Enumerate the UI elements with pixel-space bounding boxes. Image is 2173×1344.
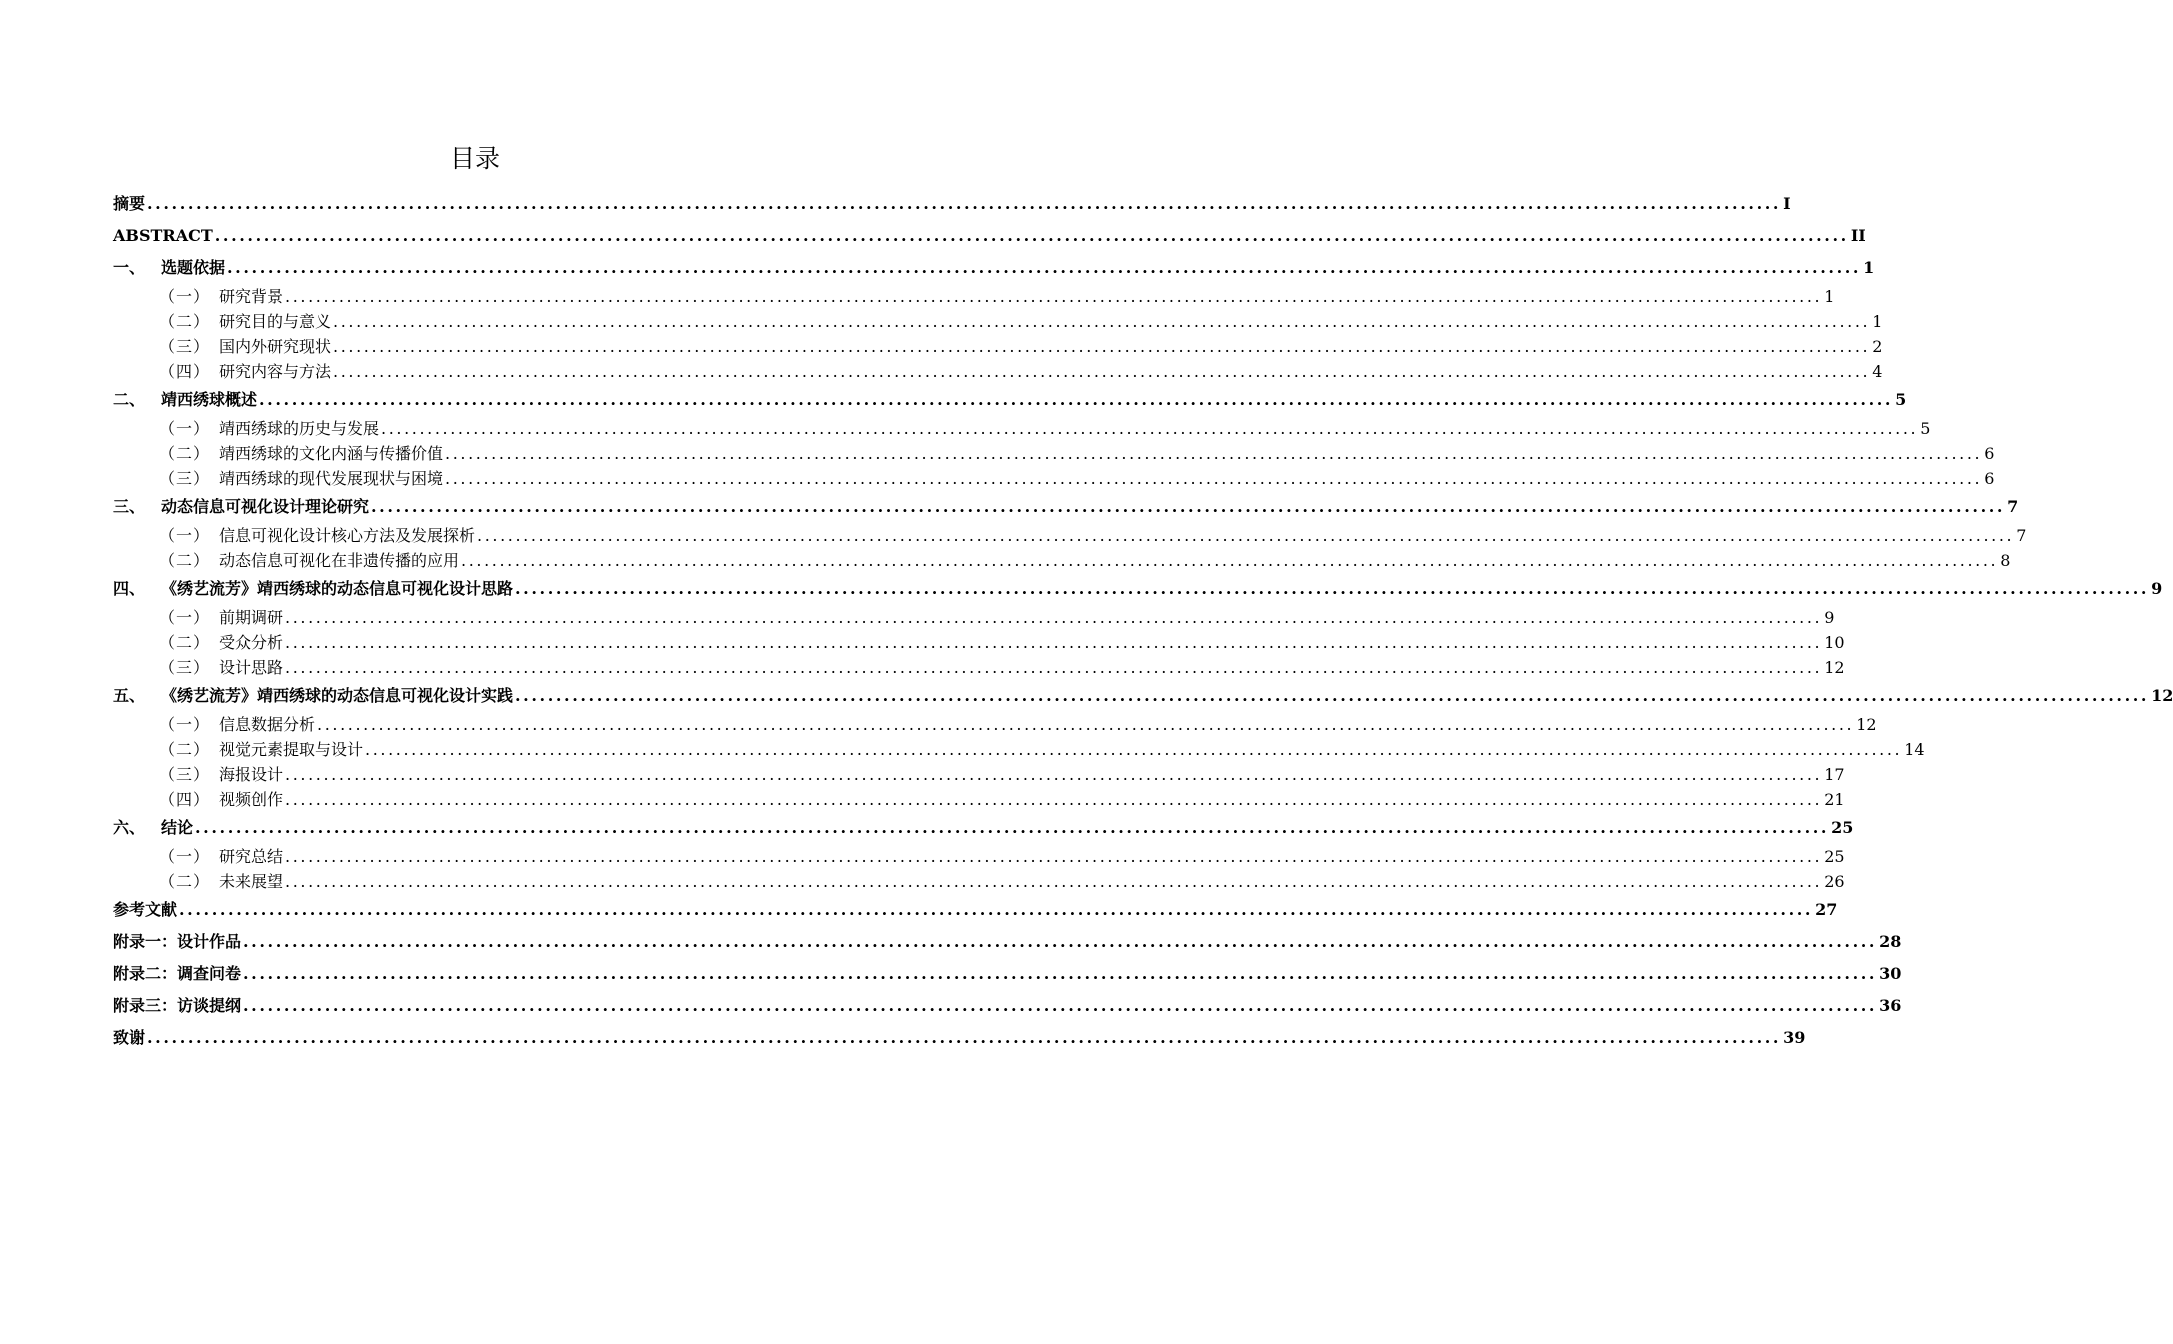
toc-entry-number: （一） — [159, 715, 211, 734]
toc-entry-section[interactable] — [113, 284, 1835, 309]
toc-entry-number: （二） — [159, 312, 211, 331]
toc-entry-title: 视频创作 — [219, 790, 284, 809]
toc-entry-section[interactable] — [113, 309, 1883, 334]
toc-entry-title: 附录一：设计作品 — [113, 932, 242, 951]
toc-entry-number: 一、 — [113, 258, 146, 277]
toc-entry-title: 摘要 — [113, 194, 146, 213]
toc-leader-dots: ........................................................................................................................................................................................................ — [371, 497, 2006, 516]
toc-leader-dots: ........................................................................................................................................................................................................ — [515, 686, 2150, 705]
toc-entry-title: 选题依据 — [161, 258, 226, 277]
toc-entry-title: 靖西绣球概述 — [161, 390, 258, 409]
toc-leader-dots: ........................................................................................................................................................................................................ — [285, 633, 1823, 652]
toc-entry-number: 三、 — [113, 497, 146, 516]
toc-entry-page-number: 5 — [1920, 419, 1931, 438]
toc-entry-section[interactable] — [113, 441, 1995, 466]
toc-entry-chapter[interactable] — [113, 384, 1907, 416]
toc-entry-section[interactable] — [113, 334, 1883, 359]
toc-leader-dots: ........................................................................................................................................................................................................ — [259, 390, 1894, 409]
toc-entry-section[interactable] — [113, 630, 1845, 655]
toc-entry-page-number: 21 — [1824, 790, 1845, 809]
toc-entry-title: 研究内容与方法 — [219, 362, 332, 381]
toc-entry-number: （一） — [159, 287, 211, 306]
toc-entry-chapter[interactable] — [113, 252, 1875, 284]
toc-leader-dots: ........................................................................................................................................................................................................ — [214, 226, 1849, 245]
toc-entry-section[interactable] — [113, 655, 1845, 680]
toc-entry-page-number: 6 — [1984, 444, 1995, 463]
toc-entry-page-number: 4 — [1872, 362, 1883, 381]
toc-entry-number: （一） — [159, 847, 211, 866]
toc-entry-title: 设计思路 — [219, 658, 284, 677]
toc-entry-number: 二、 — [113, 390, 146, 409]
toc-entry-page-number: 30 — [1879, 964, 1902, 983]
toc-entry-section[interactable] — [113, 466, 1995, 491]
toc-leader-dots: ........................................................................................................................................................................................................ — [333, 312, 1871, 331]
toc-entry-chapter[interactable] — [113, 220, 1866, 252]
toc-entry-number: （二） — [159, 872, 211, 891]
toc-leader-dots: ........................................................................................................................................................................................................ — [333, 362, 1871, 381]
toc-entry-chapter[interactable] — [113, 680, 2173, 712]
toc-entry-number: （一） — [159, 608, 211, 627]
toc-entry-title: 未来展望 — [219, 872, 284, 891]
toc-entry-number: （三） — [159, 469, 211, 488]
table-of-contents — [113, 188, 2173, 1054]
toc-entry-page-number: I — [1783, 194, 1791, 213]
toc-leader-dots: ........................................................................................................................................................................................................ — [461, 551, 1999, 570]
toc-entry-title: 动态信息可视化在非遗传播的应用 — [219, 551, 460, 570]
toc-leader-dots: ........................................................................................................................................................................................................ — [333, 337, 1871, 356]
toc-entry-title: 动态信息可视化设计理论研究 — [161, 497, 370, 516]
toc-leader-dots: ........................................................................................................................................................................................................ — [317, 715, 1855, 734]
toc-leader-dots: ........................................................................................................................................................................................................ — [445, 444, 1983, 463]
toc-entry-number: （一） — [159, 526, 211, 545]
toc-leader-dots: ........................................................................................................................................................................................................ — [445, 469, 1983, 488]
toc-leader-dots: ........................................................................................................................................................................................................ — [285, 790, 1823, 809]
toc-entry-page-number: 25 — [1824, 847, 1845, 866]
toc-entry-title: 靖西绣球的现代发展现状与困境 — [219, 469, 444, 488]
toc-entry-number: （一） — [159, 419, 211, 438]
toc-entry-page-number: 28 — [1879, 932, 1902, 951]
toc-entry-section[interactable] — [113, 359, 1883, 384]
toc-entry-section[interactable] — [113, 712, 1877, 737]
toc-entry-chapter[interactable] — [113, 188, 1791, 220]
toc-entry-title: 前期调研 — [219, 608, 284, 627]
toc-entry-title: 研究背景 — [219, 287, 284, 306]
toc-entry-page-number: 12 — [1856, 715, 1877, 734]
toc-entry-section[interactable] — [113, 737, 1925, 762]
toc-entry-page-number: 7 — [2016, 526, 2027, 545]
toc-entry-page-number: 7 — [2007, 497, 2019, 516]
toc-entry-title: 靖西绣球的历史与发展 — [219, 419, 380, 438]
toc-entry-number: 六、 — [113, 818, 146, 837]
toc-entry-page-number: 36 — [1879, 996, 1902, 1015]
toc-entry-chapter[interactable] — [113, 894, 1838, 926]
toc-leader-dots: ........................................................................................................................................................................................................ — [227, 258, 1862, 277]
toc-leader-dots: ........................................................................................................................................................................................................ — [285, 608, 1823, 627]
toc-entry-page-number: 12 — [2151, 686, 2173, 705]
toc-entry-section[interactable] — [113, 762, 1845, 787]
toc-leader-dots: ........................................................................................................................................................................................................ — [365, 740, 1903, 759]
toc-entry-number: （二） — [159, 633, 211, 652]
toc-leader-dots: ........................................................................................................................................................................................................ — [285, 847, 1823, 866]
toc-entry-section[interactable] — [113, 605, 1835, 630]
toc-entry-chapter[interactable] — [113, 573, 2163, 605]
toc-title: 目录 — [449, 144, 500, 173]
toc-leader-dots: ........................................................................................................................................................................................................ — [243, 964, 1878, 983]
toc-entry-page-number: II — [1850, 226, 1866, 245]
toc-entry-number: （三） — [159, 765, 211, 784]
toc-entry-chapter[interactable] — [113, 926, 1902, 958]
toc-entry-title: 国内外研究现状 — [219, 337, 332, 356]
toc-entry-title: 结论 — [161, 818, 194, 837]
toc-entry-title: 《绣艺流芳》靖西绣球的动态信息可视化设计实践 — [161, 686, 514, 705]
toc-entry-section[interactable] — [113, 869, 1845, 894]
toc-entry-title: 研究总结 — [219, 847, 284, 866]
toc-entry-section[interactable] — [113, 548, 2011, 573]
toc-entry-page-number: 5 — [1895, 390, 1907, 409]
toc-entry-page-number: 26 — [1824, 872, 1845, 891]
toc-entry-page-number: 2 — [1872, 337, 1883, 356]
toc-entry-page-number: 6 — [1984, 469, 1995, 488]
toc-entry-page-number: 27 — [1815, 900, 1838, 919]
toc-entry-title: 《绣艺流芳》靖西绣球的动态信息可视化设计思路 — [161, 579, 514, 598]
toc-entry-number: （二） — [159, 444, 211, 463]
toc-leader-dots: ........................................................................................................................................................................................................ — [285, 872, 1823, 891]
toc-leader-dots: ........................................................................................................................................................................................................ — [381, 419, 1919, 438]
toc-entry-number: （四） — [159, 362, 211, 381]
toc-entry-title: 视觉元素提取与设计 — [219, 740, 364, 759]
toc-entry-chapter[interactable] — [113, 958, 1902, 990]
toc-entry-title: 海报设计 — [219, 765, 284, 784]
toc-leader-dots: ........................................................................................................................................................................................................ — [515, 579, 2150, 598]
toc-entry-number: 五、 — [113, 686, 146, 705]
toc-entry-page-number: 8 — [2000, 551, 2011, 570]
toc-entry-number: （二） — [159, 551, 211, 570]
toc-entry-title: 信息可视化设计核心方法及发展探析 — [219, 526, 476, 545]
toc-entry-page-number: 1 — [1824, 287, 1835, 306]
toc-entry-page-number: 25 — [1831, 818, 1854, 837]
toc-leader-dots: ........................................................................................................................................................................................................ — [147, 1028, 1782, 1047]
toc-entry-title: 受众分析 — [219, 633, 284, 652]
toc-entry-number: （三） — [159, 337, 211, 356]
toc-entry-chapter[interactable] — [113, 990, 1902, 1022]
toc-entry-title: 研究目的与意义 — [219, 312, 332, 331]
toc-leader-dots: ........................................................................................................................................................................................................ — [285, 765, 1823, 784]
toc-entry-number: （四） — [159, 790, 211, 809]
toc-entry-number: 四、 — [113, 579, 146, 598]
toc-leader-dots: ........................................................................................................................................................................................................ — [243, 932, 1878, 951]
toc-entry-page-number: 17 — [1824, 765, 1845, 784]
toc-entry-title: 靖西绣球的文化内涵与传播价值 — [219, 444, 444, 463]
toc-entry-page-number: 14 — [1904, 740, 1925, 759]
toc-entry-page-number: 12 — [1824, 658, 1845, 677]
toc-entry-page-number: 39 — [1783, 1028, 1806, 1047]
toc-entry-section[interactable] — [113, 844, 1845, 869]
toc-entry-number: （三） — [159, 658, 211, 677]
toc-leader-dots: ........................................................................................................................................................................................................ — [147, 194, 1782, 213]
toc-leader-dots: ........................................................................................................................................................................................................ — [285, 658, 1823, 677]
toc-entry-section[interactable] — [113, 523, 2027, 548]
toc-leader-dots: ........................................................................................................................................................................................................ — [477, 526, 2015, 545]
toc-entry-page-number: 10 — [1824, 633, 1845, 652]
toc-leader-dots: ........................................................................................................................................................................................................ — [195, 818, 1830, 837]
toc-entry-page-number: 9 — [1824, 608, 1835, 627]
toc-entry-title: 致谢 — [113, 1028, 146, 1047]
toc-entry-page-number: 9 — [2151, 579, 2163, 598]
toc-leader-dots: ........................................................................................................................................................................................................ — [179, 900, 1814, 919]
toc-entry-chapter[interactable] — [113, 812, 1854, 844]
toc-entry-title: 附录三：访谈提纲 — [113, 996, 242, 1015]
toc-entry-page-number: 1 — [1872, 312, 1883, 331]
toc-entry-chapter[interactable] — [113, 491, 2019, 523]
toc-entry-page-number: 1 — [1863, 258, 1875, 277]
toc-entry-section[interactable] — [113, 416, 1931, 441]
toc-entry-chapter[interactable] — [113, 1022, 1806, 1054]
toc-entry-title: 参考文献 — [113, 900, 178, 919]
toc-entry-title: 附录二：调查问卷 — [113, 964, 242, 983]
toc-entry-number: （二） — [159, 740, 211, 759]
toc-leader-dots: ........................................................................................................................................................................................................ — [243, 996, 1878, 1015]
toc-entry-title: 信息数据分析 — [219, 715, 316, 734]
toc-leader-dots: ........................................................................................................................................................................................................ — [285, 287, 1823, 306]
toc-entry-title: ABSTRACT — [113, 226, 213, 245]
toc-entry-section[interactable] — [113, 787, 1845, 812]
